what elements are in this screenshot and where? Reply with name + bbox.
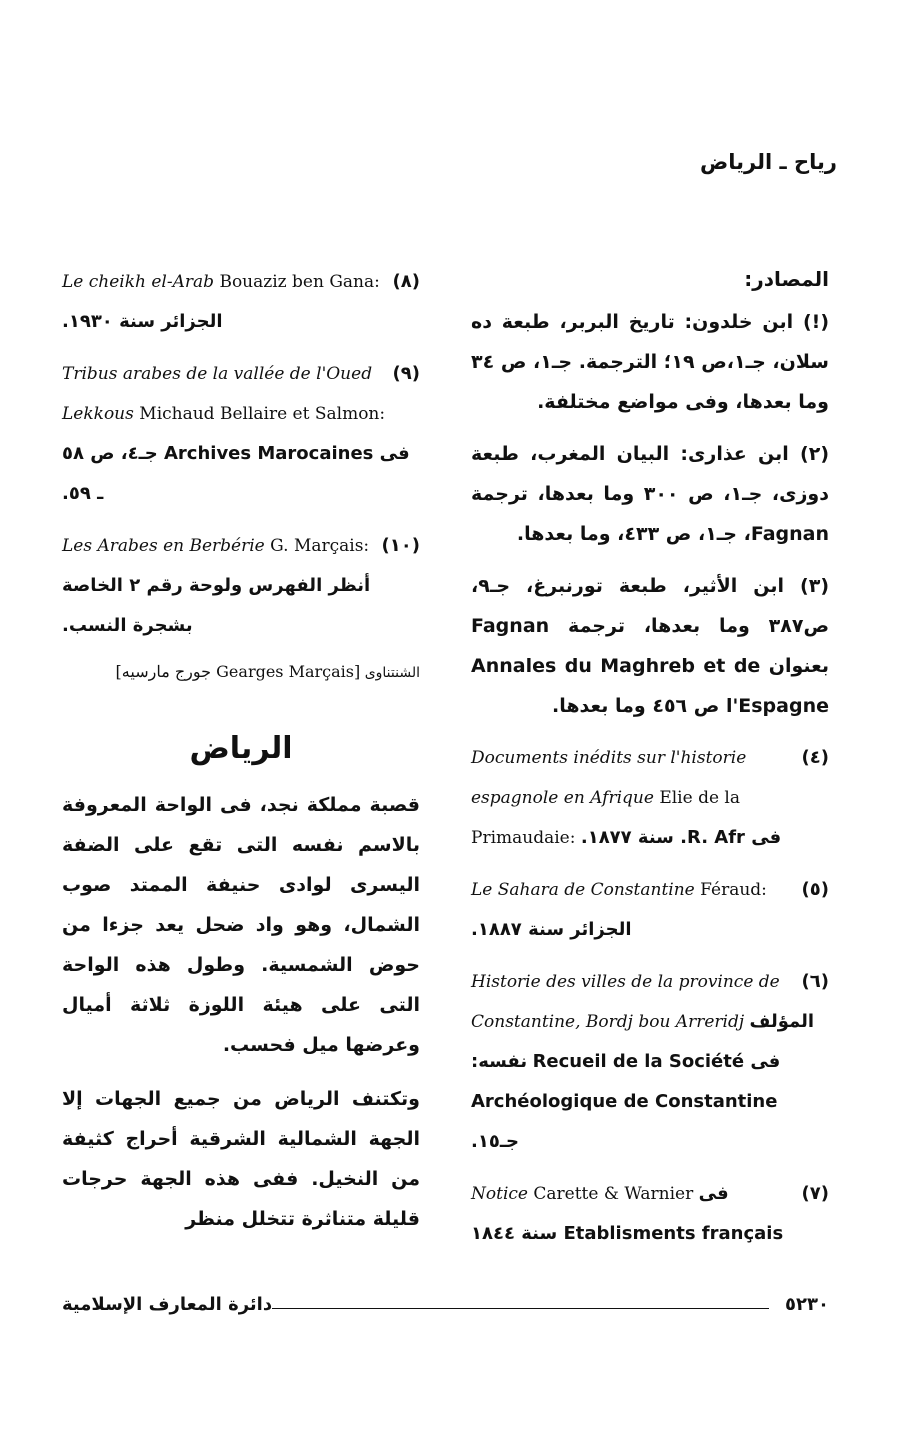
source-entry-9 bbox=[62, 354, 420, 514]
credit-translator: [جورج مارسيه Gearges Marçais] bbox=[115, 662, 361, 681]
source-number: (٨) bbox=[392, 271, 420, 292]
source-title: Les Arabes en Berbérie bbox=[62, 536, 265, 556]
source-entry-8 bbox=[62, 262, 420, 342]
article-title: الرياض bbox=[189, 731, 293, 766]
source-number: (٧) bbox=[801, 1183, 829, 1204]
source-author: Michaud Bellaire et Salmon: bbox=[139, 404, 386, 424]
source-title: Historie des villes de la province de Constantine, Bordj bou Arreridj bbox=[471, 972, 780, 1032]
source-author: Féraud: bbox=[700, 880, 767, 900]
source-publication: الجزائر سنة ١٩٣٠. bbox=[62, 311, 223, 332]
source-number: (٤) bbox=[801, 747, 829, 768]
source-author: Carette & Warnier bbox=[533, 1184, 694, 1204]
credit-name: الشنتناوى bbox=[364, 665, 420, 681]
article-column bbox=[62, 262, 420, 1239]
article-paragraph-1: قصبة مملكة نجد، فى الواحة المعروفة بالاسم نفسه التى تقع على الضفة اليسرى لوادى حنيفة الممتد صوب الشمال، وهو واد ضحل يعد جزءا من حوض الشمسية. وطول هذه الواحة التى على هيئة اللوزة ثلاثة أميال وعرضها ميل فحسب. bbox=[62, 794, 420, 1056]
source-author: G. Marçais: bbox=[270, 536, 370, 556]
source-entry-5 bbox=[471, 870, 829, 950]
source-entry-10 bbox=[62, 526, 420, 646]
source-author: Elie de la Primaudaie: bbox=[471, 788, 740, 848]
source-publication: أنظر الفهرس ولوحة رقم ٢ الخاصة بشجرة النسب. bbox=[62, 575, 371, 636]
sources-column bbox=[471, 262, 829, 1266]
source-title: Tribus arabes de la vallée de l'Oued Lekkous bbox=[62, 364, 373, 424]
source-publication: فى Recueil de la Société Archéologique de Constantine جـ١٥. bbox=[471, 1051, 781, 1152]
source-publication: الجزائر سنة ١٨٨٧. bbox=[471, 919, 632, 940]
source-publication: فى R. Afr. سنة ١٨٧٧. bbox=[580, 827, 782, 848]
source-entry-3: (٣) ابن الأثير، طبعة تورنبرغ، جـ٩، ص٣٨٧ وما بعدها، ترجمة Fagnan بعنوان Annales du Maghreb et de l'Espagne ص ٤٥٦ وما بعدها. bbox=[471, 575, 829, 717]
footer-rule bbox=[272, 1308, 769, 1309]
source-title: Documents inédits sur l'historie espagnole en Afrique bbox=[471, 748, 747, 808]
source-author: Bouaziz ben Gana: bbox=[219, 272, 380, 292]
source-entry-1: (!) ابن خلدون: تاريخ البربر، طبعة ده سلان، جـ١،ص ١٩؛ الترجمة. جـ١، ص ٣٤ وما بعدها، وفى مواضع مختلفة. bbox=[471, 311, 829, 413]
author-credit bbox=[62, 658, 420, 687]
article-paragraph-2: وتكتنف الرياض من جميع الجهات إلا الجهة الشمالية الشرقية أحراج كثيفة من النخيل. ففى هذه الجهة حرجات قليلة متناثرة تتخلل منظر bbox=[62, 1088, 420, 1230]
source-publication: فى Archives Marocaines جـ٤، ص ٥٨ ـ ٥٩. bbox=[62, 443, 410, 504]
source-number: (١٠) bbox=[381, 535, 420, 556]
page-number: ٥٢٣٠ bbox=[785, 1294, 829, 1315]
source-title: Le Sahara de Constantine bbox=[471, 880, 695, 900]
encyclopedia-title: دائرة المعارف الإسلامية bbox=[62, 1294, 273, 1315]
source-entry-4 bbox=[471, 738, 829, 858]
source-number: (٦) bbox=[801, 971, 829, 992]
sources-heading: المصادر: bbox=[744, 267, 829, 291]
running-head: رياح ـ الرياض bbox=[700, 150, 837, 174]
source-number: (٩) bbox=[392, 363, 420, 384]
source-publication: فى Etablisments français سنة ١٨٤٤ bbox=[471, 1183, 784, 1244]
source-title: Notice bbox=[471, 1184, 528, 1204]
source-author: المؤلف نفسه: bbox=[471, 1011, 814, 1072]
source-entry-6 bbox=[471, 962, 829, 1162]
source-number: (٥) bbox=[801, 879, 829, 900]
source-entry-7 bbox=[471, 1174, 829, 1254]
page-footer bbox=[62, 1296, 829, 1320]
source-title: Le cheikh el-Arab bbox=[62, 272, 215, 292]
source-entry-2: (٢) ابن عذارى: البيان المغرب، طبعة دوزى، جـ١، ص ٣٠٠ وما بعدها، ترجمة Fagnan، جـ١، ص ٤٣٣، وما بعدها. bbox=[471, 443, 829, 545]
